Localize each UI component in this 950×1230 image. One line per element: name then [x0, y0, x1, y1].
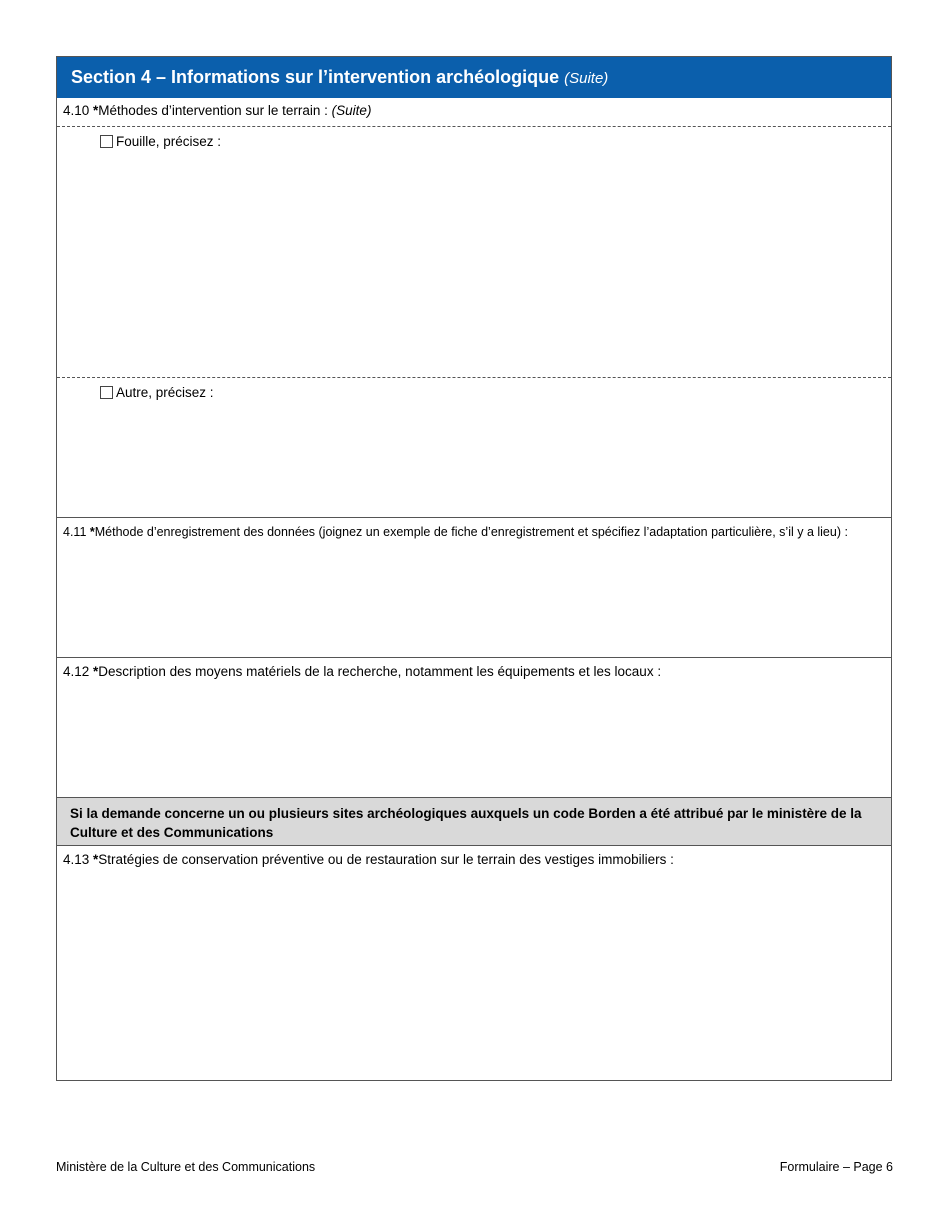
fouille-field[interactable]	[57, 126, 891, 377]
section-title: Section 4 – Informations sur l’intervention archéologique	[71, 67, 560, 87]
question-4-11-label	[63, 525, 848, 539]
required-asterisk: *	[93, 103, 99, 118]
question-4-10-label	[63, 103, 371, 118]
question-4-13-field[interactable]	[57, 846, 891, 1080]
footer-page-number: Formulaire – Page 6	[779, 1160, 893, 1174]
required-asterisk: *	[93, 664, 99, 679]
fouille-option	[100, 134, 221, 149]
autre-checkbox[interactable]	[100, 386, 113, 399]
fouille-checkbox[interactable]	[100, 135, 113, 148]
question-suite: (Suite)	[331, 103, 372, 118]
question-number: 4.10	[63, 103, 94, 118]
question-number: 4.13	[63, 852, 94, 867]
footer-ministry: Ministère de la Culture et des Communications	[56, 1160, 316, 1174]
section-suite: (Suite)	[564, 70, 609, 87]
autre-option	[100, 385, 214, 400]
question-text: Stratégies de conservation préventive ou de restauration sur le terrain des vestiges immobiliers :	[98, 852, 674, 867]
question-4-13-label	[63, 852, 674, 867]
autre-label: Autre, précisez :	[116, 385, 214, 400]
required-asterisk: *	[93, 852, 99, 867]
borden-condition-band	[57, 797, 891, 846]
question-4-11-field[interactable]	[57, 517, 891, 657]
form-section-4	[56, 56, 892, 1081]
fouille-label: Fouille, précisez :	[116, 134, 222, 149]
question-4-12-label	[63, 664, 661, 679]
autre-field[interactable]	[57, 377, 891, 517]
question-text: Méthodes d’intervention sur le terrain :	[98, 103, 332, 118]
question-number: 4.12	[63, 664, 94, 679]
section-header	[57, 57, 891, 98]
question-4-12-field[interactable]	[57, 657, 891, 797]
question-4-10	[57, 98, 891, 126]
question-number: 4.11	[63, 525, 90, 539]
question-text: Méthode d’enregistrement des données (joignez un exemple de fiche d’enregistrement et spécifiez l’adaptation particulière, s’il y a lieu) :	[94, 525, 848, 539]
required-asterisk: *	[89, 525, 95, 539]
question-text: Description des moyens matériels de la recherche, notamment les équipements et les locaux :	[98, 664, 662, 679]
borden-condition-text: Si la demande concerne un ou plusieurs sites archéologiques auxquels un code Borden a été attribué par le ministère de la Culture et des Communications	[70, 806, 862, 840]
